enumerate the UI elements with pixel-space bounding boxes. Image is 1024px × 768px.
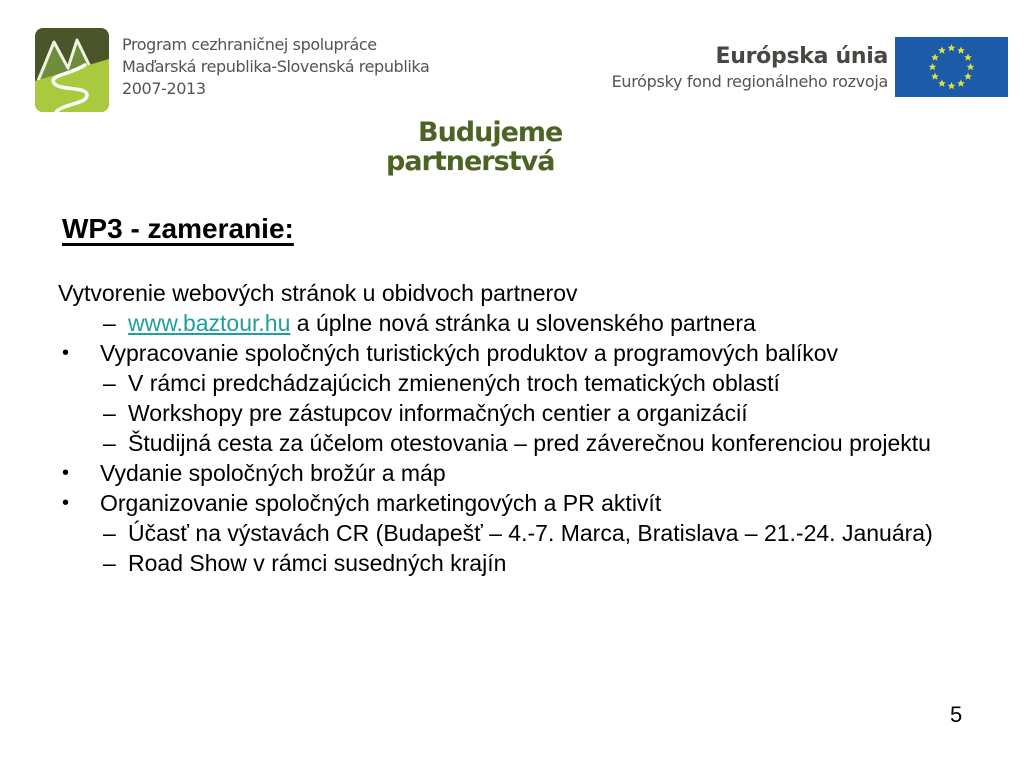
list-item xyxy=(0,311,990,336)
dash-marker: – xyxy=(103,430,116,456)
dash-marker: – xyxy=(103,520,116,546)
dash-marker: – xyxy=(103,370,116,396)
list-item xyxy=(0,281,990,306)
programme-title xyxy=(122,34,429,100)
baztour-link[interactable]: www.baztour.hu xyxy=(128,310,291,336)
bullet-marker: • xyxy=(62,492,70,514)
list-item-text: Vypracovanie spoločných turistických produktov a programových balíkov xyxy=(100,340,839,366)
tagline-line2: partnerstvá xyxy=(386,146,555,177)
dash-marker: – xyxy=(103,550,116,576)
eu-title: Európska únia xyxy=(715,44,888,69)
list-item xyxy=(0,401,990,426)
programme-title-line2: Maďarská republika-Slovenská republika xyxy=(122,57,430,76)
list-item xyxy=(0,431,990,456)
list-item xyxy=(0,371,990,396)
list-item-text: Road Show v rámci susedných krajín xyxy=(128,550,507,576)
list-item xyxy=(0,491,990,516)
list-item-text: Študijná cesta za účelom otestovania – pred záverečnou konferenciou projektu xyxy=(128,430,931,456)
dash-marker: – xyxy=(103,310,116,336)
dash-marker: – xyxy=(103,400,116,426)
tagline-line1: Budujeme xyxy=(418,117,563,148)
mountain-river-logo-icon xyxy=(35,28,109,112)
bullet-list xyxy=(0,281,990,581)
page-number: 5 xyxy=(950,702,963,727)
programme-logo-icon xyxy=(35,28,109,112)
list-item-text: Vydanie spoločných brožúr a máp xyxy=(100,460,446,486)
bullet-marker: • xyxy=(62,462,70,484)
list-item-text-after-link: a úplne nová stránka u slovenského partnera xyxy=(290,310,756,336)
list-item-text: V rámci predchádzajúcich zmienených troch tematických oblastí xyxy=(128,370,780,396)
list-item-text: Účasť na výstavách CR (Budapešť – 4.-7. Marca, Bratislava – 21.-24. Januára) xyxy=(128,520,933,546)
list-item-text xyxy=(128,311,990,336)
list-item-text: Vytvorenie webových stránok u obidvoch partnerov xyxy=(58,280,578,306)
list-item xyxy=(0,341,990,366)
list-item-text: Organizovanie spoločných marketingových a PR aktivít xyxy=(100,490,662,516)
list-item xyxy=(0,461,990,486)
list-item xyxy=(0,551,990,576)
programme-title-line1: Program cezhraničnej spolupráce xyxy=(122,35,377,54)
eu-flag-icon xyxy=(895,37,1008,97)
list-item-text: Workshopy pre zástupcov informačných centier a organizácií xyxy=(128,400,748,426)
eu-header xyxy=(612,44,888,91)
page-title: WP3 - zameranie: xyxy=(62,213,294,244)
programme-title-line3: 2007-2013 xyxy=(122,79,206,98)
list-item xyxy=(0,521,990,546)
bullet-marker: • xyxy=(62,342,70,364)
eu-subtitle: Európsky fond regionálneho rozvoja xyxy=(611,72,888,91)
